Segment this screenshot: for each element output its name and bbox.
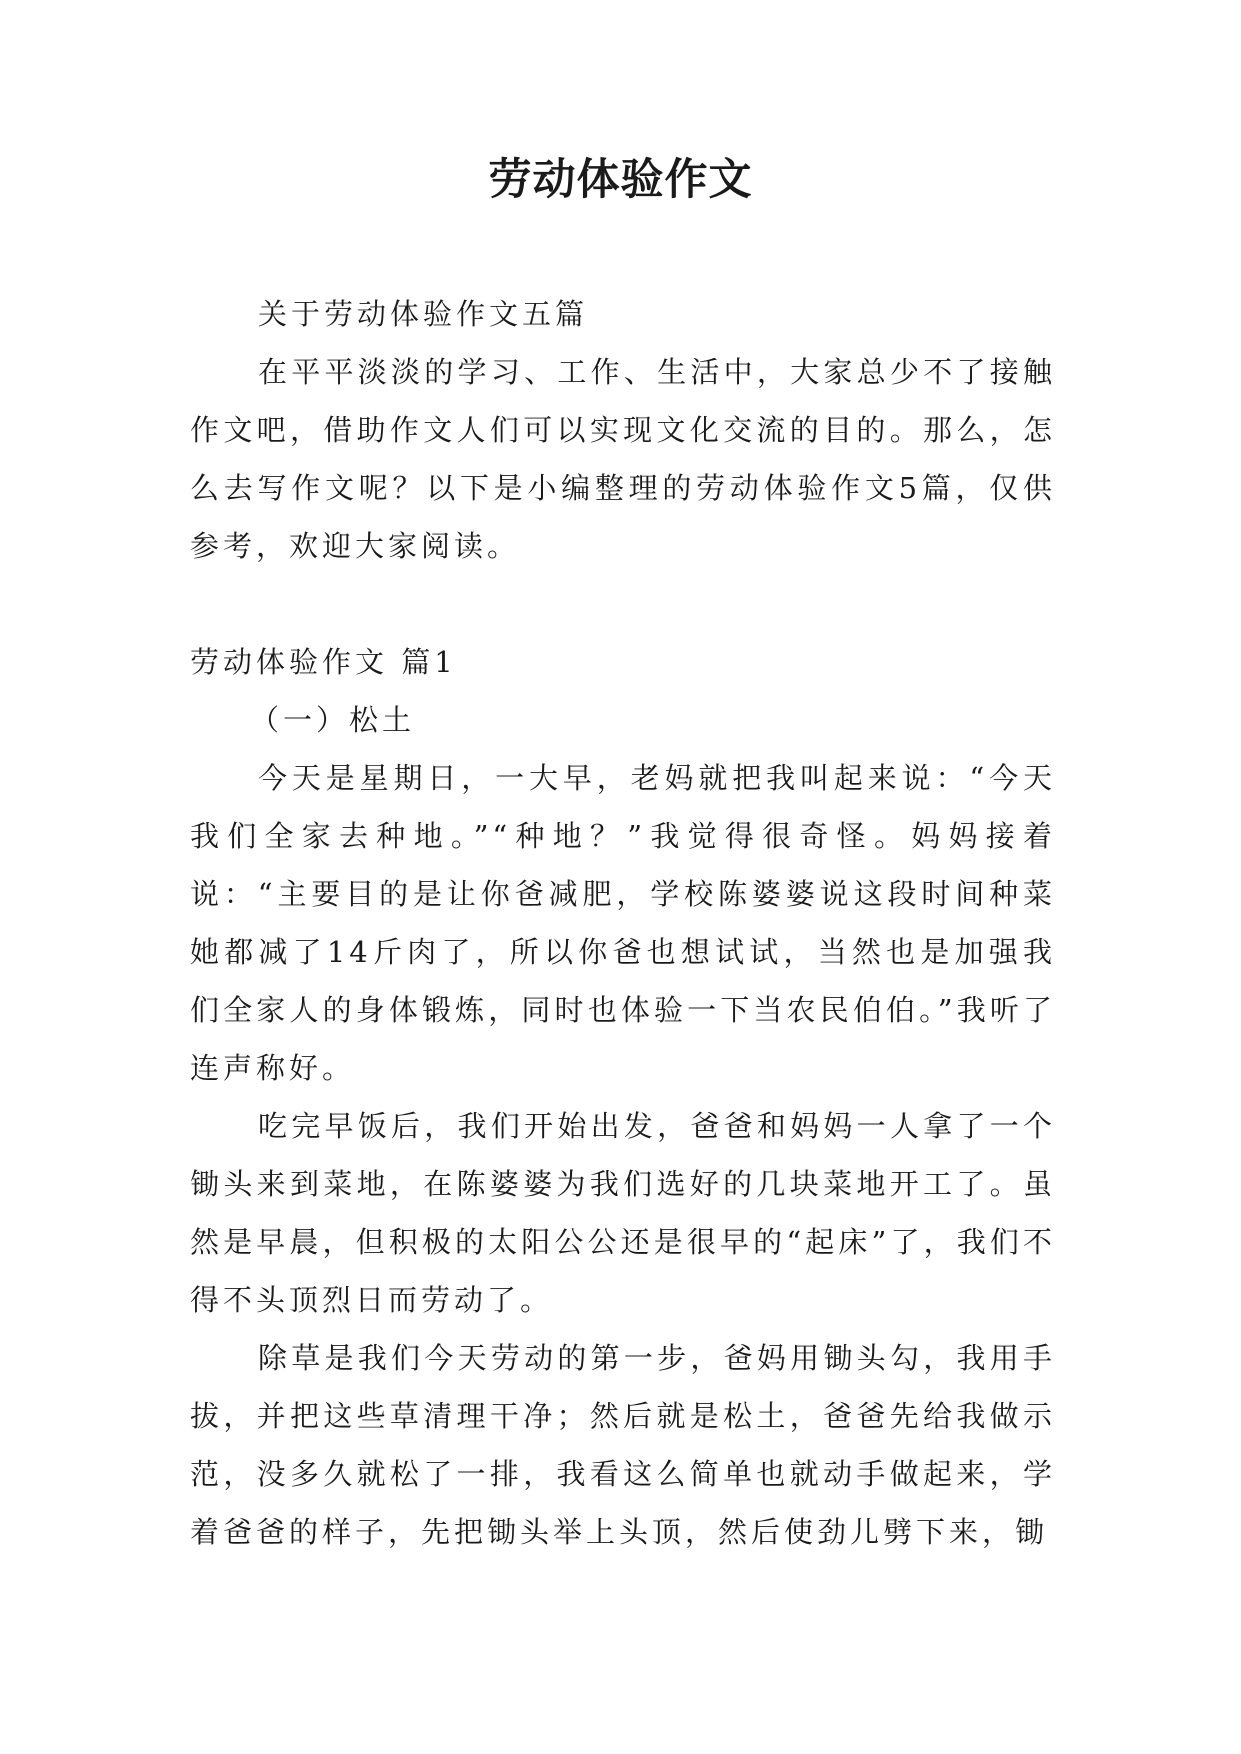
section-heading: 劳动体验作文 篇1 bbox=[190, 645, 457, 679]
document-title: 劳动体验作文 bbox=[488, 155, 753, 205]
body-paragraph: 除草是我们今天劳动的第一步，爸妈用锄头勾，我用手拔，并把这些草清理干净；然后就是松土，爸爸先给我做示范，没多久就松了一排，我看这么简单也就动手做起来，学着爸爸的样子，先把锄头举上头顶，然后使劲儿劈下来，锄 bbox=[190, 1341, 1056, 1549]
body-paragraph: 吃完早饭后，我们开始出发，爸爸和妈妈一人拿了一个锄头来到菜地，在陈婆婆为我们选好的几块菜地开工了。虽然是早晨，但积极的太阳公公还是很早的“起床”了，我们不得不头顶烈日而劳动了。 bbox=[190, 1109, 1056, 1317]
intro-paragraph: 在平平淡淡的学习、工作、生活中，大家总少不了接触作文吧，借助作文人们可以实现文化交流的目的。那么，怎么去写作文呢？以下是小编整理的劳动体验作文5篇，仅供参考，欢迎大家阅读。 bbox=[190, 355, 1056, 563]
document-body bbox=[190, 285, 1056, 1561]
body-paragraph: 今天是星期日，一大早，老妈就把我叫起来说：“今天我们全家去种地。”“种地？”我觉得很奇怪。妈妈接着说：“主要目的是让你爸减肥，学校陈婆婆说这段时间种菜她都减了14斤肉了，所以你爸也想试试，当然也是加强我们全家人的身体锻炼，同时也体验一下当农民伯伯。”我听了连声称好。 bbox=[190, 761, 1056, 1085]
document-subtitle: 关于劳动体验作文五篇 bbox=[258, 297, 589, 331]
section-spacer bbox=[190, 575, 1056, 633]
subheading: （一）松土 bbox=[250, 703, 416, 737]
